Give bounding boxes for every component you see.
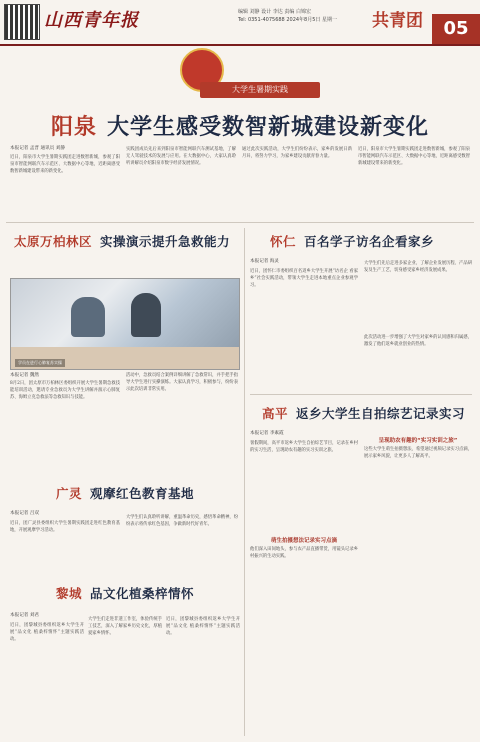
headline-text: 品文化植桑梓情怀 xyxy=(90,586,195,601)
article-column: 大学生们先后走进多家企业，了解企业发展历程、产品研发及生产工艺，切身感受家乡经济发展成果。 xyxy=(364,261,472,274)
article-headline xyxy=(14,232,230,250)
byline: 本报记者 海灵 xyxy=(250,259,280,264)
section-name: 共青团 xyxy=(372,11,423,31)
article-column: 大学生们走进非遗工作室，体验传统手工技艺，深入了解家乡历史文化，厚植爱家乡情怀。 xyxy=(88,617,162,637)
article-headline xyxy=(262,404,465,422)
article-subhead: 萌生拍摄想法记录实习点滴 xyxy=(270,538,337,544)
article-column: 近日，团黎城县委组织返乡大学生开展“品文化 植桑梓情怀”主题实践活动。 xyxy=(10,623,84,643)
article-column: 近日，团黎城县委组织返乡大学生开展“品文化 植桑梓情怀”主题实践活动。 xyxy=(166,617,240,637)
byline: 本报记者 刘君 xyxy=(10,613,40,618)
header-info-line: 编辑 刘静 设计 李达 责编 白锦宏 xyxy=(238,9,311,15)
article-headline xyxy=(56,584,194,602)
divider xyxy=(6,222,474,223)
article-column: 这些大学生萌生拍摄想法，希望通过视频记录实习点滴，展示家乡风貌，让更多人了解高平。 xyxy=(364,447,472,460)
article-column: 近日，团广灵县委组织大学生暑期实践团走进红色教育基地，开展观摩学习活动。 xyxy=(10,521,120,534)
article-column: 近日，阳泉市大学生暑期实践团走进数智新城，参观了阳泉市智能网联汽车示范区、大数据中心等地，近距离感受数智新城建设带来的新变化。 xyxy=(10,155,120,175)
headline-place: 阳泉 xyxy=(50,115,97,140)
headline-main xyxy=(0,110,480,141)
article-column: 近日，阳泉市大学生暑期实践团走进数智新城，参观了阳泉市智能网联汽车示范区、大数据中心等地，近距离感受数智新城建设带来的新变化。 xyxy=(358,147,470,167)
article-column: 近日，团怀仁市委组织百名返乡大学生开展“访名企 看家乡”社会实践活动，带领大学生走进本地重点企业参观学习。 xyxy=(250,269,358,289)
headline-place: 太原万柏林区 xyxy=(14,234,93,249)
photo-caption: 学员在进行心肺复苏实操 xyxy=(15,359,65,367)
byline: 本报记者 孟晋 通讯员 刘静 xyxy=(10,146,65,151)
headline-text: 返乡大学生自拍综艺记录实习 xyxy=(296,406,466,421)
article-column: 实践团成员先后来到阳泉市智能网联汽车测试基地，了解无人驾驶技术的发展与应用。在大数据中心，大家认真聆听讲解员介绍阳泉市数字经济发展情况。 xyxy=(126,147,236,167)
header-info xyxy=(238,8,378,24)
article-column: 大学生们认真聆听讲解，重温革命历史，感悟革命精神，纷纷表示将传承红色基因，争做新时代好青年。 xyxy=(126,515,238,528)
headline-text: 实操演示提升急救能力 xyxy=(100,234,231,249)
news-photo xyxy=(10,278,240,370)
headline-text: 观摩红色教育基地 xyxy=(90,486,195,501)
byline: 本报记者 李素霞 xyxy=(250,431,284,436)
page-number: 05 xyxy=(432,14,480,44)
headline-text: 百名学子访名企看家乡 xyxy=(304,234,435,249)
article-headline xyxy=(270,232,434,250)
article-column: 此次活动进一步增强了大学生对家乡的认同感和归属感，激发了他们返乡就业创业的热情。 xyxy=(364,335,472,348)
column-divider xyxy=(244,228,245,736)
article-headline xyxy=(56,484,194,502)
qr-code-icon xyxy=(4,4,40,40)
article-subhead: 呈现助农有趣的“实习实训之旅” xyxy=(378,438,458,444)
masthead-logo: 山西青年报 xyxy=(44,10,139,31)
byline: 本报记者 魏然 xyxy=(10,373,40,378)
article-column: 他们深入田间地头，参与农产品直播带货，用镜头记录乡村振兴的生动实践。 xyxy=(250,547,358,560)
article-column: 暑假期间，高平市返乡大学生自拍综艺节目，记录在乡村的实习生活，呈现助农有趣的实习实训之旅。 xyxy=(250,441,358,454)
headline-place: 广灵 xyxy=(56,486,83,501)
headline-text: 大学生感受数智新城建设新变化 xyxy=(107,115,430,140)
section-banner: 大学生暑期实践 xyxy=(200,82,320,98)
article-column: 活动中，急救员结合案例详细讲解了急救常识，并手把手指导大学生进行实操演练。大家认真学习，积极参与，纷纷表示此次培训非常实用。 xyxy=(126,373,238,393)
headline-place: 黎城 xyxy=(56,586,83,601)
divider xyxy=(250,394,472,395)
article-column: 通过此次实践活动，大学生们纷纷表示，家乡的发展日新月异，将努力学习，为家乡建设贡献青春力量。 xyxy=(242,147,352,160)
headline-place: 怀仁 xyxy=(270,234,297,249)
byline: 本报记者 吕双 xyxy=(10,511,40,516)
article-column: 8月2日，团太原市万柏林区委组织开展大学生暑期急救技能培训活动，邀请专业急救员为大学生讲解并演示心肺复苏、海姆立克急救法等急救知识与技能。 xyxy=(10,381,120,401)
headline-place: 高平 xyxy=(262,406,289,421)
header-info-line: Tel: 0351-4075688 2024年8月5日 星期一 xyxy=(238,17,338,23)
